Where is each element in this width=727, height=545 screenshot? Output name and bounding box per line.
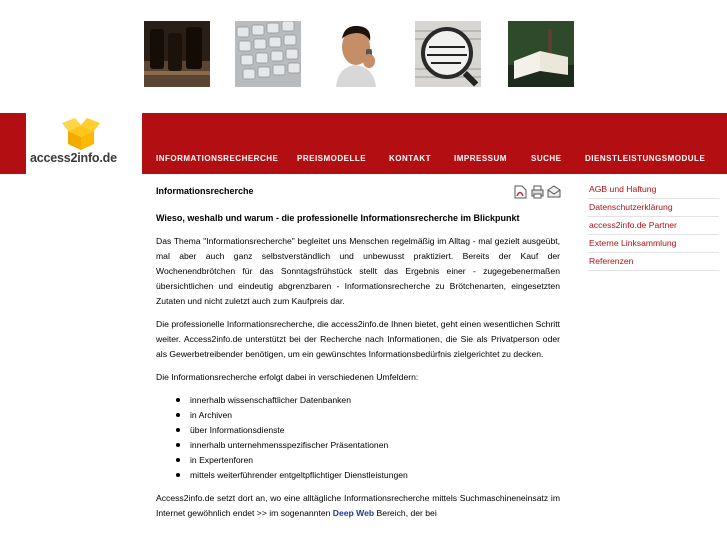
list-item: in Expertenforen	[176, 453, 560, 468]
photo-keyboard	[235, 21, 301, 87]
nav-suche[interactable]: SUCHE	[531, 154, 562, 163]
paragraph-deep-web-text: Access2info.de setzt dort an, wo eine alltägliche Informationsrecherche mittels Suchmaschineneinsatz im Internet gewöhnlich endet >> im sogenannten	[156, 493, 560, 518]
environment-list	[156, 393, 560, 483]
paragraph-professional: Die professionelle Informationsrecherche, die access2info.de Ihnen bietet, geht einen wesentlichen Schritt weiter. Access2info.de unterstützt bei der Recherche nach Informationen, die Sie als Privatperson oder als Gewerbetreibender benötigen, um ein gewünschtes Informationsbedürfnis zielgerichtet zu decken.	[156, 319, 560, 359]
photo-open-book	[508, 21, 574, 87]
list-item: über Informationsdienste	[176, 423, 560, 438]
paragraph-deep-web	[156, 491, 560, 521]
nav-preismodelle[interactable]: PREISMODELLE	[297, 154, 367, 163]
nav-dienstleistungsmodule[interactable]: DIENSTLEISTUNGSMODULE	[585, 154, 706, 163]
logo[interactable]	[26, 113, 142, 174]
list-item: in Archiven	[176, 408, 560, 423]
nav-informationsrecherche[interactable]: INFORMATIONSRECHERCHE	[156, 154, 279, 163]
header-photos	[0, 21, 727, 87]
sidebar-link-partner[interactable]: access2info.de Partner	[588, 217, 719, 235]
sidebar-link-referenzen[interactable]: Referenzen	[588, 253, 719, 271]
list-item: innerhalb unternehmensspezifischer Präsentationen	[176, 438, 560, 453]
sidebar-link-datenschutz[interactable]: Datenschutzerklärung	[588, 199, 719, 217]
list-item: innerhalb wissenschaftlicher Datenbanken	[176, 393, 560, 408]
paragraph-environments: Die Informationsrecherche erfolgt dabei in verschiedenen Umfeldern:	[156, 372, 419, 382]
page-title: Informationsrecherche	[156, 186, 254, 196]
photo-man-on-phone	[322, 21, 388, 87]
list-item: mittels weiterführender entgeltpflichtiger Dienstleistungen	[176, 468, 560, 483]
nav-kontakt[interactable]: KONTAKT	[389, 154, 432, 163]
main-content	[156, 184, 560, 529]
photo-magnifying-glass	[415, 21, 481, 87]
paragraph-deep-web-tail: Bereich, der bei	[374, 508, 437, 518]
sidebar-link-linksammlung[interactable]: Externe Linksammlung	[588, 235, 719, 253]
sidebar-links	[588, 181, 719, 271]
deep-web-link[interactable]: Deep Web	[332, 508, 375, 518]
paragraph-intro: Das Thema "Informationsrecherche" begleitet uns Menschen regelmäßig im Alltag - mal gezielt ausgeübt, mal aber auch ganz selbstverständlich und unbewusst praktiziert. Bereits der Kauf der Wochenendbrötchen für das Sonntagsfrühstück stellt das Ergebnis einer - zugegebenermaßen übersichtlichen und eindeutig abgrenzbaren - Informationsrecherche zu Brötchenarten, eingesetzten Zutaten und nicht zuletzt auch zum Kaufpreis dar.	[156, 236, 560, 306]
nav-impressum[interactable]: IMPRESSUM	[454, 154, 507, 163]
photo-conference-chairs	[144, 21, 210, 87]
box-logo-icon	[60, 117, 102, 151]
page-subtitle: Wieso, weshalb und warum - die professionelle Informationsrecherche im Blickpunkt	[156, 213, 520, 223]
logo-text: access2info.de	[30, 151, 117, 165]
sidebar-link-agb[interactable]: AGB und Haftung	[588, 181, 719, 199]
